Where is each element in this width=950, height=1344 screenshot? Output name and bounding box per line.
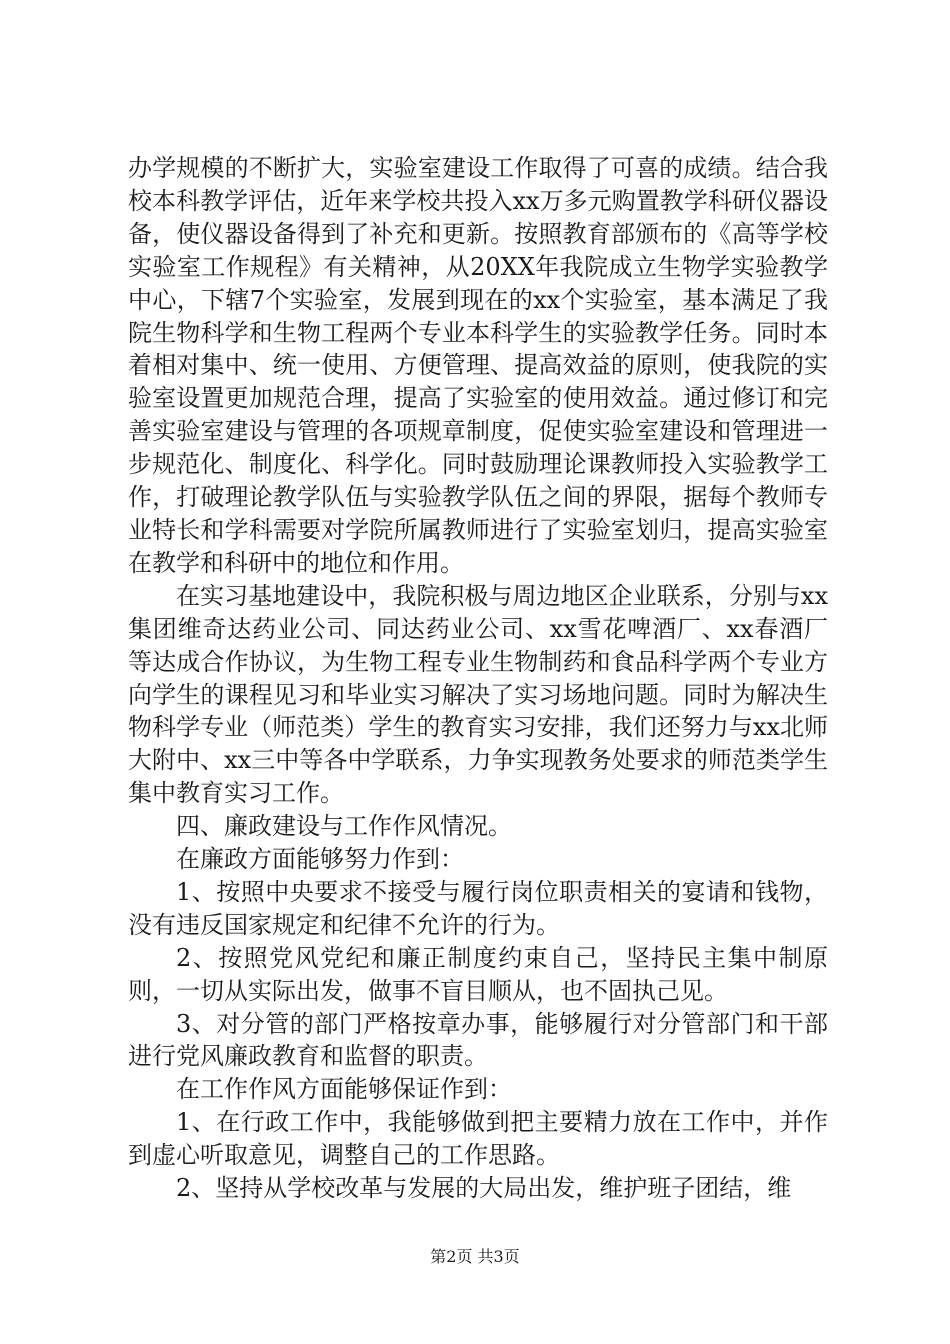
paragraph-lab-construction: 办学规模的不断扩大，实验室建设工作取得了可喜的成绩。结合我校本科教学评估，近年来学校共投入xx万多元购置教学科研仪器设备，使仪器设备得到了补充和更新。按照教育部颁布的《高等学校实验室工作规程》有关精神，从20XX年我院成立生物学实验教学中心，下辖7个实验室，发展到现在的xx个实验室，基本满足了我院生物科学和生物工程两个专业本科学生的实验教学任务。同时本着相对集中、统一使用、方便管理、提高效益的原则，使我院的实验室设置更加规范合理，提高了实验室的使用效益。通过修订和完善实验室建设与管理的各项规章制度，促使实验室建设和管理进一步规范化、制度化、科学化。同时鼓励理论课教师投入实验教学工作，打破理论教学队伍与实验教学队伍之间的界限，据每个教师专业特长和学科需要对学院所属教师进行了实验室划归，提高实验室在教学和科研中的地位和作用。 (128, 154, 828, 577)
list-item-integrity-2: 2、按照党风党纪和廉正制度约束自己，坚持民主集中制原则，一切从实际出发，做事不盲目顺从，也不固执己见。 (128, 943, 828, 1005)
list-item-integrity-3: 3、对分管的部门严格按章办事，能够履行对分管部门和干部进行党风廉政教育和监督的职责。 (128, 1009, 828, 1071)
paragraph-integrity-intro: 在廉政方面能够努力作到： (176, 845, 464, 874)
page-footer: 第2页 共3页 (430, 1247, 520, 1266)
list-item-work-style-2: 2、坚持从学校改革与发展的大局出发，维护班子团结，维 (176, 1174, 792, 1203)
paragraph-internship-base: 在实习基地建设中，我院积极与周边地区企业联系，分别与xx集团维奇达药业公司、同达药业公司、xx雪花啤酒厂、xx春酒厂等达成合作协议，为生物工程专业生物制药和食品科学两个专业方向学生的课程见习和毕业实习解决了实习场地问题。同时为解决生物科学专业（师范类）学生的教育实习安排，我们还努力与xx北师大附中、xx三中等各中学联系，力争实现教务处要求的师范类学生集中教育实习工作。 (128, 581, 828, 808)
paragraph-work-style-intro: 在工作作风方面能够保证作到： (176, 1075, 512, 1104)
section-heading-integrity: 四、廉政建设与工作作风情况。 (176, 812, 512, 841)
document-body (128, 152, 828, 1205)
list-item-integrity-1: 1、按照中央要求不接受与履行岗位职责相关的宴请和钱物，没有违反国家规定和纪律不允许的行为。 (128, 877, 828, 939)
list-item-work-style-1: 1、在行政工作中，我能够做到把主要精力放在工作中，并作到虚心听取意见，调整自己的工作思路。 (128, 1108, 828, 1170)
